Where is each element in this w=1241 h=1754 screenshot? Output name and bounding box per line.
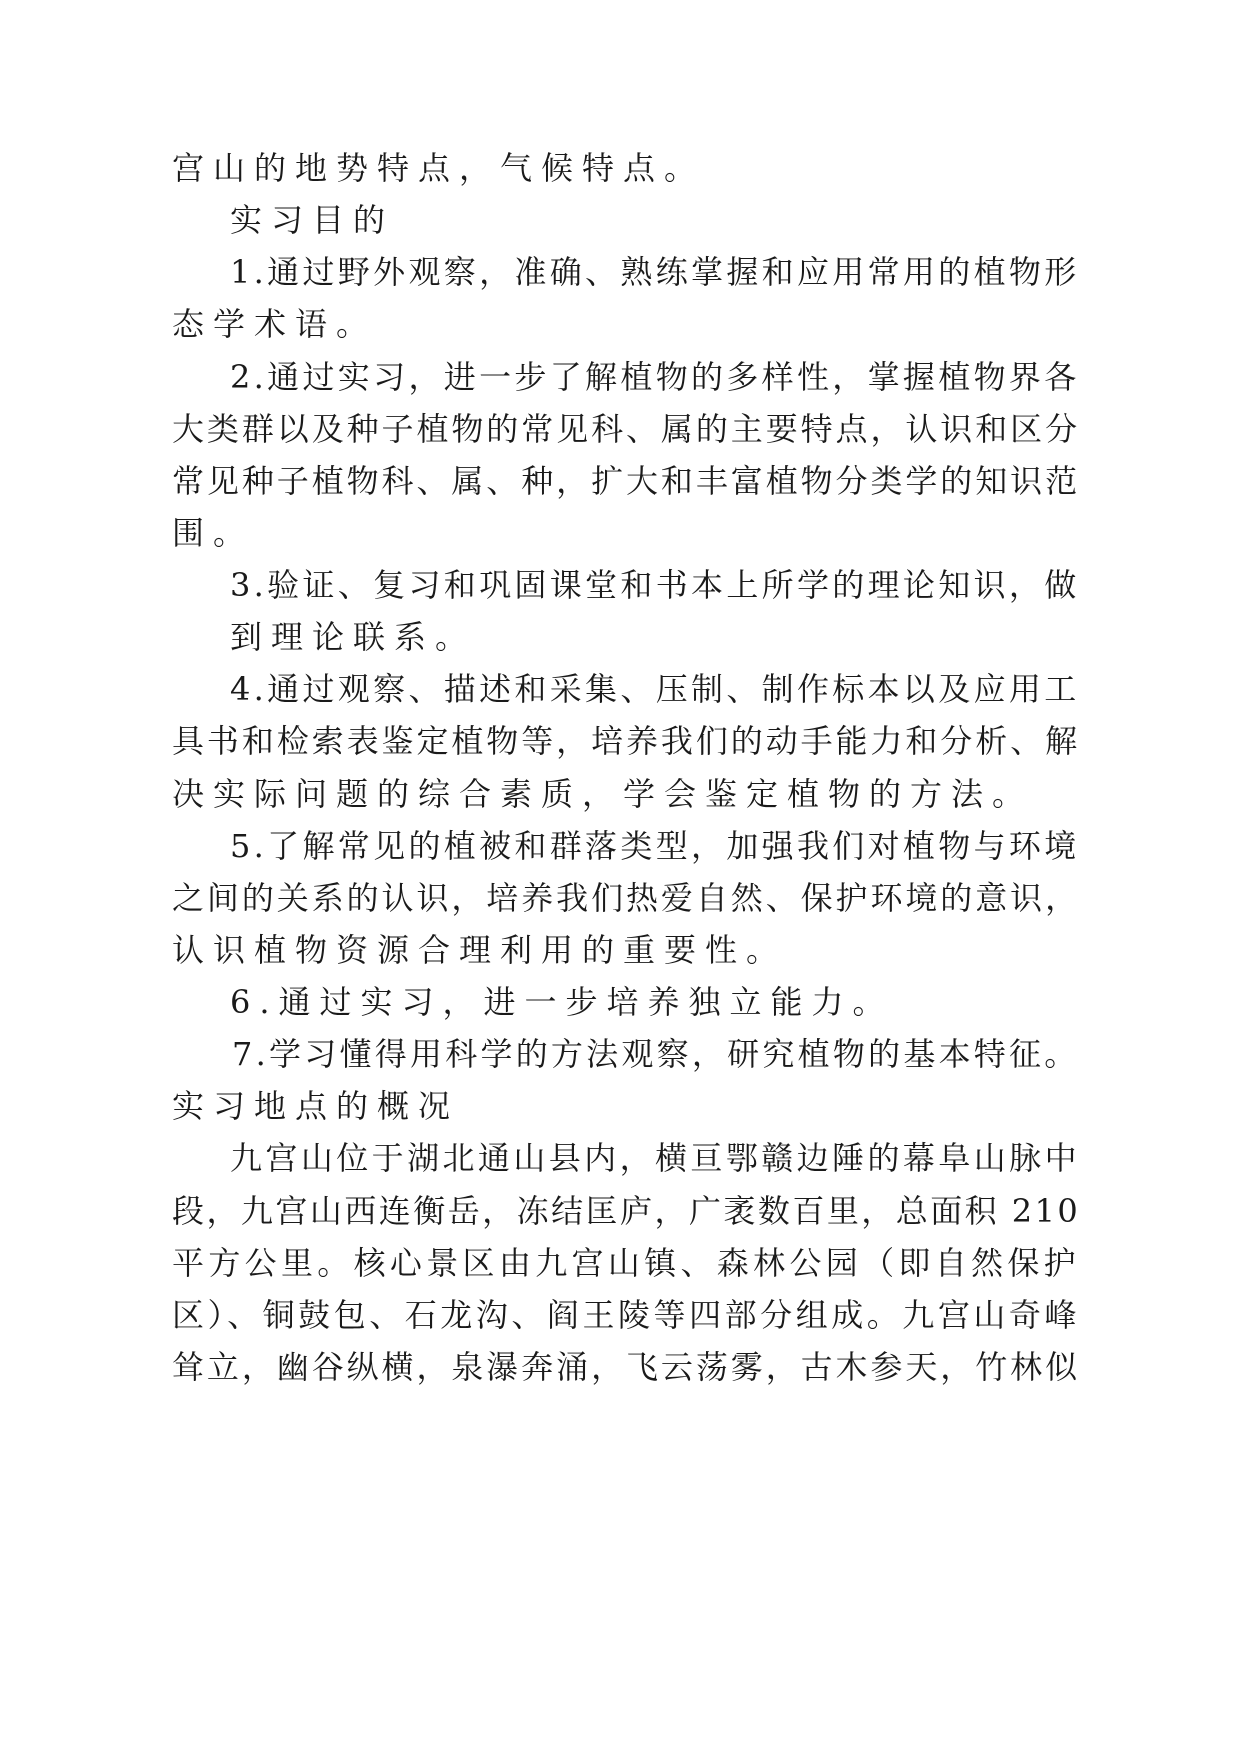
text-line: 3.验证、复习和巩固课堂和书本上所学的理论知识，做	[230, 566, 1080, 604]
text-line: 大类群以及种子植物的常见科、属的主要特点，认识和区分	[172, 410, 1081, 448]
text-line: 围。	[172, 514, 255, 552]
text-line: 4.通过观察、描述和采集、压制、制作标本以及应用工	[230, 670, 1080, 708]
text-line: 6.通过实习，进一步培养独立能力。	[230, 983, 894, 1021]
text-line: 具书和检索表鉴定植物等，培养我们的动手能力和分析、解	[172, 722, 1081, 760]
text-line: 区）、铜鼓包、石龙沟、阎王陵等四部分组成。九宫山奇峰	[172, 1296, 1081, 1334]
text-line: 态学术语。	[172, 305, 378, 343]
text-line: 决实际问题的综合素质，学会鉴定植物的方法。	[172, 775, 1034, 813]
section-heading: 实习地点的概况	[172, 1087, 460, 1125]
text-line: 1.通过野外观察，准确、熟练掌握和应用常用的植物形	[230, 253, 1080, 291]
section-heading: 实习目的	[230, 201, 395, 239]
text-line: 到理论联系。	[230, 618, 477, 656]
text-line: 平方公里。核心景区由九宫山镇、森林公园（即自然保护	[172, 1244, 1081, 1282]
text-line: 常见种子植物科、属、种，扩大和丰富植物分类学的知识范	[172, 462, 1081, 500]
text-line: 九宫山位于湖北通山县内，横亘鄂赣边陲的幕阜山脉中	[230, 1139, 1081, 1177]
text-line: 5.了解常见的植被和群落类型，加强我们对植物与环境	[230, 827, 1080, 865]
text-line: 认识植物资源合理利用的重要性。	[172, 931, 788, 969]
text-line: 宫山的地势特点，气候特点。	[172, 149, 706, 187]
text-line: 之间的关系的认识，培养我们热爱自然、保护环境的意识，	[172, 879, 1081, 917]
text-line: 段，九宫山西连衡岳，冻结匡庐，广袤数百里，总面积 210	[172, 1192, 1081, 1230]
text-line: 耸立，幽谷纵横，泉瀑奔涌，飞云荡雾，古木参天，竹林似	[172, 1348, 1081, 1386]
text-line: 7.学习懂得用科学的方法观察，研究植物的基本特征。	[232, 1035, 1080, 1073]
text-line: 2.通过实习，进一步了解植物的多样性，掌握植物界各	[230, 358, 1080, 396]
